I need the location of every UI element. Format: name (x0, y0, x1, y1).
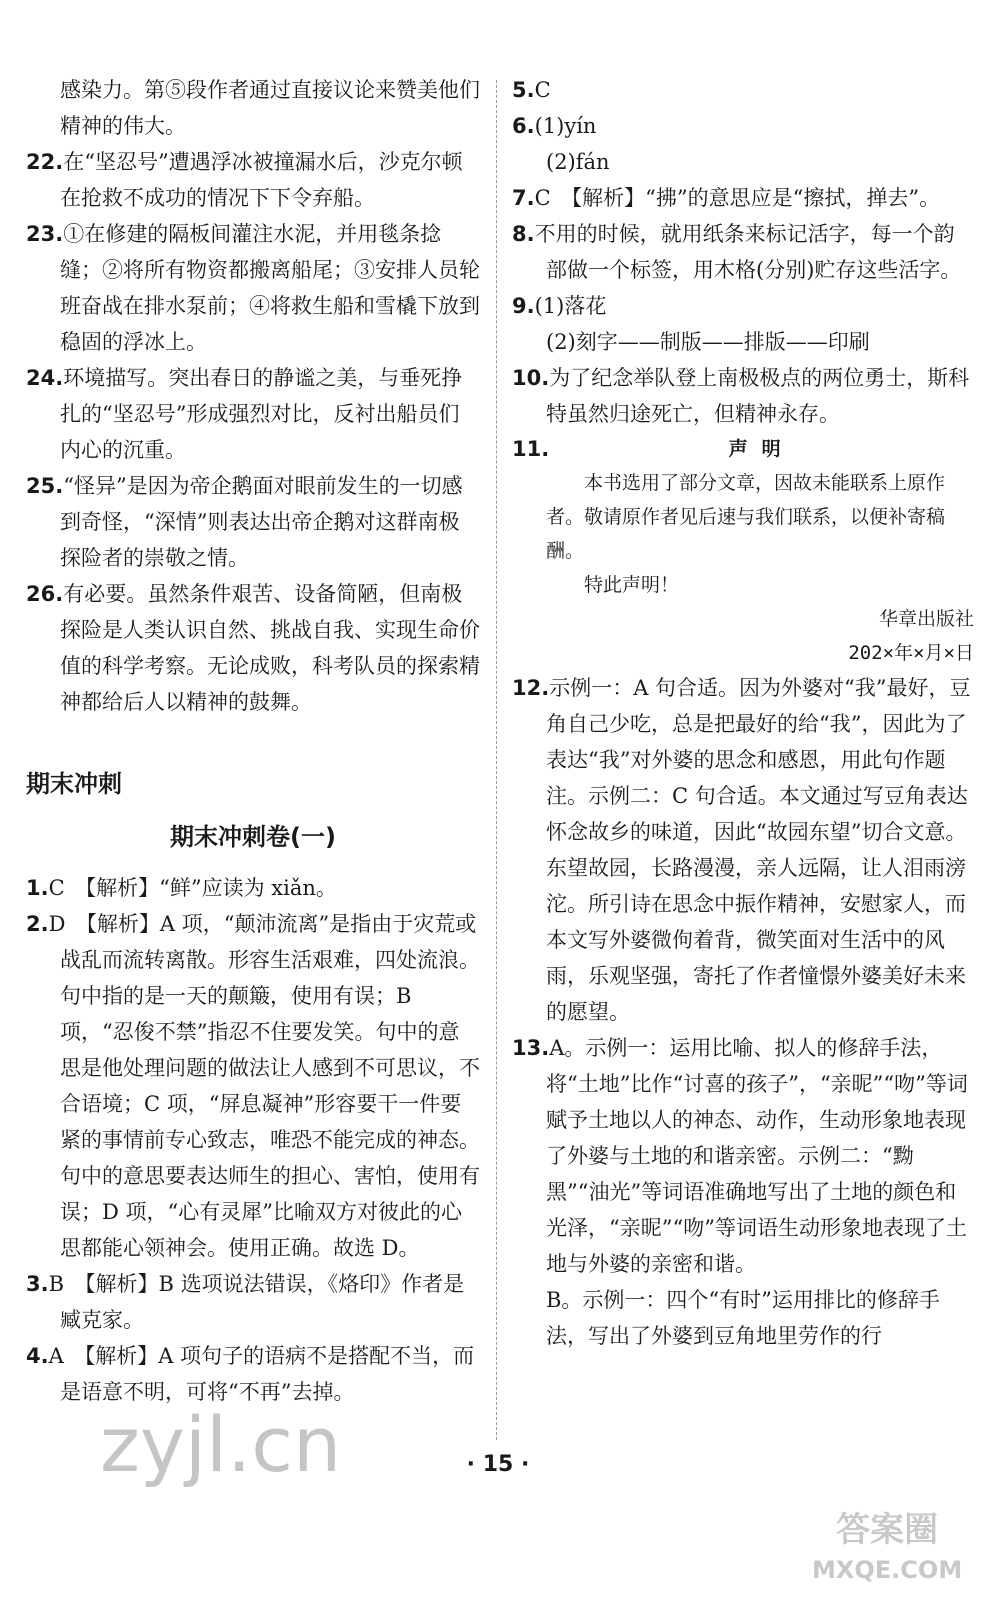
answer-13: 13.A。示例一：运用比喻、拟人的修辞手法，将“土地”比作“讨喜的孩子”，“亲昵”“吻”等词赋予土地以人的神态、动作，生动形象地表现了外婆与土地的和谐亲密。示例二：“黝黑”“油光”等词语准确地写出了土地的颜色和光泽，“亲昵”“吻”等词语生动形象地表现了土地与外婆的亲密和谐。 (512, 1036, 968, 1276)
answer-23: 23.①在修建的隔板间灌注水泥，并用毯条捻缝；②将所有物资都搬离船尾；③安排人员轮班奋战在排水泵前；④将救生船和雪橇下放到稳固的浮冰上。 (26, 222, 480, 354)
answer-25: 25.“怪异”是因为帝企鹅面对眼前发生的一切感到奇怪，“深情”则表达出帝企鹅对这群南极探险者的崇敬之情。 (26, 474, 463, 570)
answer-12: 12.示例一：A 句合适。因为外婆对“我”最好，豆角自己少吃，总是把最好的给“我”，因此为了表达“我”对外婆的思念和感恩，用此句作题注。示例二：C 句合适。本文通过写豆角表达怀念故乡的味道，因此“故园东望”切合文意。东望故园，长路漫漫，亲人远隔，让人泪雨滂沱。所引诗在思念中振作精神，安慰家人，而本文写外婆微佝着背，微笑面对生活中的风雨，乐观坚强，寄托了作者憧憬外婆美好未来的愿望。 (512, 676, 971, 1024)
section-title: 期末冲刺 (26, 770, 122, 798)
left-column (26, 72, 480, 1410)
answer-6: 6.(1)yín (512, 114, 597, 138)
answer-9: 9.(1)落花 (512, 294, 607, 318)
paper-answer-4: 4.A 【解析】A 项句子的语病不是搭配不当，而是语意不明，可将“不再”去掉。 (26, 1344, 475, 1404)
answer-22: 22.在“坚忍号”遭遇浮冰被撞漏水后，沙克尔顿在抢救不成功的情况下下令弃船。 (26, 150, 463, 210)
answer-10: 10.为了纪念举队登上南极极点的两位勇士，斯科特虽然归途死亡，但精神永存。 (512, 366, 970, 426)
answer-13-part-b: B。示例一：四个“有时”运用排比的修辞手法，写出了外婆到豆角地里劳作的行 (546, 1288, 940, 1348)
notice-date: 202×年×月×日 (848, 642, 974, 664)
answer-7: 7.C 【解析】“拂”的意思应是“擦拭，掸去”。 (512, 186, 941, 210)
watermark-zyjl: zyjl.cn (100, 1400, 342, 1489)
notice-heading-row (512, 432, 974, 466)
paper-answer-3: 3.B 【解析】B 选项说法错误，《烙印》作者是臧克家。 (26, 1272, 465, 1332)
answer-24: 24.环境描写。突出春日的静谧之美，与垂死挣扎的“坚忍号”形成强烈对比，反衬出船员们内心的沉重。 (26, 366, 463, 462)
notice-closing: 特此声明！ (584, 574, 680, 596)
answer-26: 26.有必要。虽然条件艰苦、设备简陋，但南极探险是人类认识自然、挑战自我、实现生命价值的科学考察。无论成败，科考队员的探索精神都给后人以精神的鼓舞。 (26, 582, 480, 714)
notice-heading: 声明 (728, 438, 795, 460)
notice-publisher: 华章出版社 (878, 608, 974, 630)
paper-answer-2: 2.D 【解析】A 项，“颠沛流离”是指由于灾荒或战乱而流转离散。形容生活艰难，四处流浪。句中指的是一天的颠簸，使用有误；B 项，“忍俊不禁”指忍不住要发笑。句中的意思是他处理问题的做法让人感到不可思议，不合语境；C 项，“屏息凝神”形容要干一件要紧的事情前专心致志，唯恐不能完成的神态。句中的意思要表达师生的担心、害怕，使用有误；D 项，“心有灵犀”比喻双方对彼此的心思都能心领神会。使用正确。故选 D。 (26, 912, 480, 1260)
column-divider (496, 80, 497, 1440)
answer-5: 5.C (512, 78, 551, 102)
answer-8: 8.不用的时候，就用纸条来标记活字，每一个韵部做一个标签，用木格(分别)贮存这些活字。 (512, 222, 962, 282)
notice-block (512, 432, 974, 670)
notice-body: 本书选用了部分文章，因故未能联系上原作者。敬请原作者见后速与我们联系，以便补寄稿酬。 (546, 472, 946, 562)
watermark-mxqe-bottom: MXQE.COM (812, 1556, 963, 1584)
answer-continuation: 感染力。第⑤段作者通过直接议论来赞美他们精神的伟大。 (60, 78, 480, 138)
paper-answer-1: 1.C 【解析】“鲜”应读为 xiǎn。 (26, 876, 337, 900)
answer-9-part2: (2)刻字——制版——排版——印刷 (546, 330, 870, 354)
watermark-mxqe-top: 答案圈 (836, 1510, 939, 1550)
answer-6-part2: (2)fán (546, 150, 610, 174)
watermark-mxqe (812, 1510, 962, 1590)
notice-number: 11. (512, 437, 550, 461)
right-column (512, 72, 974, 1354)
paper-title: 期末冲刺卷(一) (170, 823, 336, 851)
page-number: · 15 · (466, 1452, 530, 1477)
